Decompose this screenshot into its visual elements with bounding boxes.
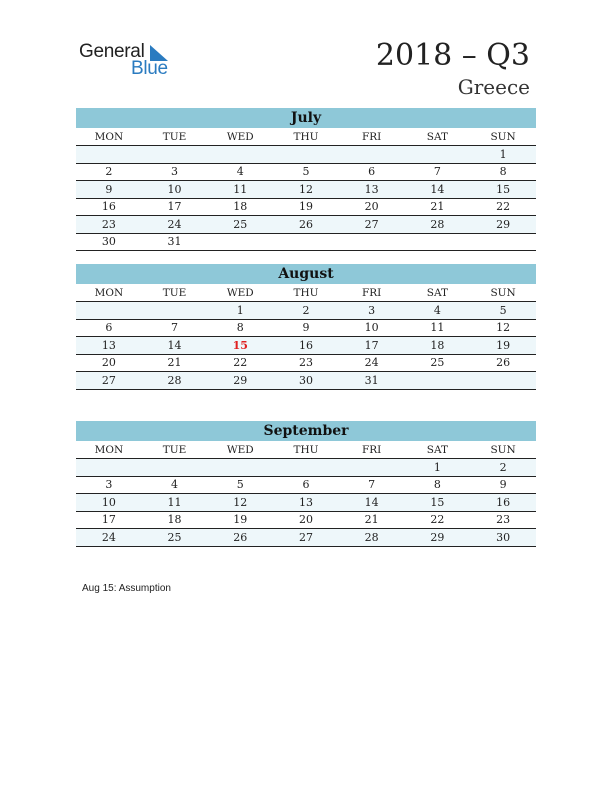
day-cell: 17 (142, 198, 208, 216)
weekday-label: MON (76, 128, 142, 146)
day-cell: 4 (142, 476, 208, 494)
empty-day-cell (273, 459, 339, 477)
day-cell: 13 (339, 181, 405, 199)
empty-day-cell (76, 459, 142, 477)
month-grid (76, 284, 536, 390)
week-row (76, 233, 536, 251)
day-cell: 13 (273, 494, 339, 512)
week-row (76, 181, 536, 199)
day-cell: 28 (405, 216, 471, 234)
day-cell: 22 (405, 511, 471, 529)
weekday-label: SUN (470, 441, 536, 459)
day-cell: 11 (142, 494, 208, 512)
weekday-label: WED (207, 441, 273, 459)
day-cell: 19 (273, 198, 339, 216)
day-cell: 5 (470, 302, 536, 320)
month-header: August (76, 264, 536, 284)
empty-day-cell (273, 146, 339, 164)
day-cell: 26 (470, 354, 536, 372)
day-cell: 9 (273, 319, 339, 337)
month-header: September (76, 421, 536, 441)
day-cell: 6 (339, 163, 405, 181)
day-cell: 20 (76, 354, 142, 372)
weekday-label: SUN (470, 284, 536, 302)
weekday-label: FRI (339, 441, 405, 459)
empty-day-cell (470, 233, 536, 251)
empty-day-cell (142, 302, 208, 320)
day-cell: 22 (207, 354, 273, 372)
day-cell: 13 (76, 337, 142, 355)
page-title: 2018 – Q3 (375, 38, 530, 73)
day-cell: 30 (76, 233, 142, 251)
week-row (76, 476, 536, 494)
day-cell: 10 (339, 319, 405, 337)
day-cell: 4 (405, 302, 471, 320)
day-cell: 19 (207, 511, 273, 529)
day-cell: 11 (207, 181, 273, 199)
day-cell: 3 (142, 163, 208, 181)
empty-day-cell (76, 302, 142, 320)
week-row (76, 354, 536, 372)
weekday-label: TUE (142, 128, 208, 146)
day-cell: 25 (142, 529, 208, 547)
empty-day-cell (405, 146, 471, 164)
day-cell: 14 (339, 494, 405, 512)
day-cell: 6 (76, 319, 142, 337)
day-cell: 1 (405, 459, 471, 477)
day-cell: 31 (142, 233, 208, 251)
week-row (76, 163, 536, 181)
logo-text-general: General (79, 41, 145, 62)
day-cell: 25 (207, 216, 273, 234)
day-cell: 28 (142, 372, 208, 390)
empty-day-cell (207, 459, 273, 477)
empty-day-cell (405, 372, 471, 390)
empty-day-cell (405, 233, 471, 251)
day-cell: 8 (207, 319, 273, 337)
day-cell: 24 (76, 529, 142, 547)
day-cell: 20 (339, 198, 405, 216)
month-grid (76, 441, 536, 547)
day-cell: 27 (339, 216, 405, 234)
weekday-label: MON (76, 284, 142, 302)
week-row (76, 494, 536, 512)
day-cell: 18 (405, 337, 471, 355)
month-august (76, 264, 536, 390)
weekday-label: TUE (142, 284, 208, 302)
logo-text-blue: Blue (131, 58, 168, 79)
day-cell: 30 (470, 529, 536, 547)
day-cell: 5 (207, 476, 273, 494)
weekday-label: TUE (142, 441, 208, 459)
day-cell: 9 (470, 476, 536, 494)
day-cell: 2 (76, 163, 142, 181)
week-row (76, 459, 536, 477)
day-cell: 16 (76, 198, 142, 216)
weekday-label: FRI (339, 128, 405, 146)
day-cell: 5 (273, 163, 339, 181)
day-cell: 30 (273, 372, 339, 390)
day-cell: 17 (76, 511, 142, 529)
day-cell: 14 (142, 337, 208, 355)
week-row (76, 511, 536, 529)
weekday-label: WED (207, 284, 273, 302)
day-cell: 7 (339, 476, 405, 494)
empty-day-cell (339, 459, 405, 477)
week-row (76, 319, 536, 337)
weekday-label: MON (76, 441, 142, 459)
weekday-label: SUN (470, 128, 536, 146)
week-row (76, 337, 536, 355)
day-cell: 22 (470, 198, 536, 216)
day-cell: 26 (207, 529, 273, 547)
weekday-label: THU (273, 284, 339, 302)
weekday-label: FRI (339, 284, 405, 302)
day-cell: 21 (339, 511, 405, 529)
day-cell: 10 (142, 181, 208, 199)
empty-day-cell (76, 146, 142, 164)
day-cell: 10 (76, 494, 142, 512)
day-cell: 18 (142, 511, 208, 529)
day-cell: 20 (273, 511, 339, 529)
day-cell: 12 (470, 319, 536, 337)
weekday-label: SAT (405, 128, 471, 146)
day-cell: 15 (470, 181, 536, 199)
holiday-note: Aug 15: Assumption (82, 583, 171, 594)
day-cell: 18 (207, 198, 273, 216)
day-cell: 29 (405, 529, 471, 547)
weekday-header-row (76, 128, 536, 146)
empty-day-cell (470, 372, 536, 390)
day-cell: 27 (273, 529, 339, 547)
day-cell: 24 (339, 354, 405, 372)
day-cell: 3 (76, 476, 142, 494)
weekday-header-row (76, 441, 536, 459)
day-cell: 15 (405, 494, 471, 512)
day-cell: 26 (273, 216, 339, 234)
day-cell: 8 (405, 476, 471, 494)
empty-day-cell (207, 233, 273, 251)
day-cell: 3 (339, 302, 405, 320)
day-cell: 25 (405, 354, 471, 372)
month-header: July (76, 108, 536, 128)
day-cell: 1 (207, 302, 273, 320)
week-row (76, 529, 536, 547)
week-row (76, 198, 536, 216)
logo (79, 41, 189, 81)
day-cell: 29 (207, 372, 273, 390)
day-cell: 24 (142, 216, 208, 234)
weekday-header-row (76, 284, 536, 302)
week-row (76, 146, 536, 164)
day-cell: 11 (405, 319, 471, 337)
day-cell: 16 (470, 494, 536, 512)
month-grid (76, 128, 536, 251)
day-cell: 8 (470, 163, 536, 181)
day-cell: 6 (273, 476, 339, 494)
week-row (76, 372, 536, 390)
day-cell: 12 (273, 181, 339, 199)
weekday-label: WED (207, 128, 273, 146)
day-cell: 4 (207, 163, 273, 181)
day-cell: 28 (339, 529, 405, 547)
day-cell: 7 (142, 319, 208, 337)
day-cell: 14 (405, 181, 471, 199)
empty-day-cell (207, 146, 273, 164)
month-july (76, 108, 536, 251)
weekday-label: THU (273, 128, 339, 146)
day-cell: 7 (405, 163, 471, 181)
empty-day-cell (339, 146, 405, 164)
day-cell: 23 (273, 354, 339, 372)
day-cell: 29 (470, 216, 536, 234)
week-row (76, 216, 536, 234)
empty-day-cell (142, 146, 208, 164)
day-cell: 1 (470, 146, 536, 164)
day-cell: 23 (470, 511, 536, 529)
country-name: Greece (457, 75, 530, 99)
day-cell: 17 (339, 337, 405, 355)
day-cell: 15 (207, 337, 273, 355)
day-cell: 21 (142, 354, 208, 372)
day-cell: 19 (470, 337, 536, 355)
day-cell: 9 (76, 181, 142, 199)
week-row (76, 302, 536, 320)
day-cell: 23 (76, 216, 142, 234)
empty-day-cell (142, 459, 208, 477)
day-cell: 2 (470, 459, 536, 477)
weekday-label: SAT (405, 441, 471, 459)
empty-day-cell (339, 233, 405, 251)
day-cell: 2 (273, 302, 339, 320)
day-cell: 21 (405, 198, 471, 216)
empty-day-cell (273, 233, 339, 251)
month-september (76, 421, 536, 547)
day-cell: 16 (273, 337, 339, 355)
day-cell: 31 (339, 372, 405, 390)
weekday-label: SAT (405, 284, 471, 302)
weekday-label: THU (273, 441, 339, 459)
day-cell: 27 (76, 372, 142, 390)
day-cell: 12 (207, 494, 273, 512)
